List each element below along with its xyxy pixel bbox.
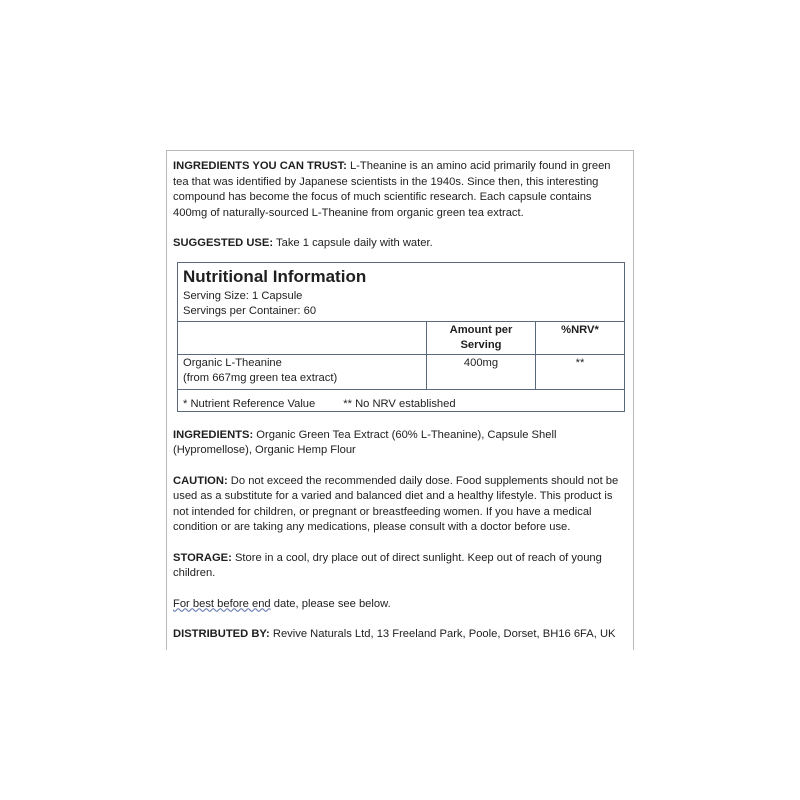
ingredients-heading: INGREDIENTS: <box>173 428 254 441</box>
amount-cell: 400mg <box>427 354 536 389</box>
best-before-paragraph <box>173 597 627 613</box>
nutrition-panel <box>177 262 625 412</box>
caution-heading: CAUTION: <box>173 474 228 487</box>
serving-size: Serving Size: 1 Capsule <box>183 289 303 302</box>
best-before-underlined: For best before end <box>173 597 271 610</box>
caution-text: Do not exceed the recommended daily dose. Food supplements should not be used as a substitute for a varied and balanced diet and a healthy lifestyle. This product is not intended for children, or pregnant or breastfeeding women. If you have a medical condition or are taking any medications, please consult with a doctor before use. <box>173 474 619 533</box>
footnote-no-nrv: ** No NRV established <box>343 397 456 410</box>
nutrition-title: Nutritional Information <box>183 266 367 286</box>
suggested-use-text: Take 1 capsule daily with water. <box>273 237 433 249</box>
intro-heading: INGREDIENTS YOU CAN TRUST: <box>173 160 347 172</box>
product-label <box>166 150 634 650</box>
header-amount: Amount per Serving <box>427 321 536 354</box>
nutrition-footnotes <box>178 389 624 411</box>
ingredients-paragraph <box>173 428 627 459</box>
nutrition-table-header <box>178 321 624 354</box>
ingredient-name: Organic L-Theanine <box>183 356 282 369</box>
ingredient-cell <box>178 354 427 389</box>
storage-paragraph <box>173 551 627 582</box>
ingredient-source: (from 667mg green tea extract) <box>183 371 338 384</box>
storage-text: Store in a cool, dry place out of direct sunlight. Keep out of reach of young children. <box>173 551 602 579</box>
best-before-text: date, please see below. <box>270 597 391 610</box>
distributed-heading: DISTRIBUTED BY: <box>173 628 270 640</box>
table-row <box>178 354 624 389</box>
header-nrv: %NRV* <box>536 321 625 354</box>
footnote-nrv: * Nutrient Reference Value <box>183 397 316 410</box>
suggested-use-heading: SUGGESTED USE: <box>173 237 274 249</box>
storage-heading: STORAGE: <box>173 551 232 564</box>
suggested-use-paragraph <box>173 236 627 252</box>
caution-paragraph <box>173 474 627 536</box>
intro-paragraph <box>173 159 627 221</box>
nrv-cell: ** <box>536 354 625 389</box>
header-empty-cell <box>178 321 427 354</box>
intro-text: L-Theanine is an amino acid primarily found in green tea that was identified by Japanese scientists in the 1940s. Since then, this interesting compound has become the focus of much scientific research. Each capsule contains 400mg of naturally-sourced L-Theanine from organic green tea extract. <box>173 160 611 219</box>
servings-per-container: Servings per Container: 60 <box>183 304 317 317</box>
distributed-text: Revive Naturals Ltd, 13 Freeland Park, Poole, Dorset, BH16 6FA, UK <box>269 628 616 640</box>
distributed-paragraph <box>173 627 627 643</box>
ingredients-text: Organic Green Tea Extract (60% L-Theanine), Capsule Shell (Hypromellose), Organic Hemp Flour <box>173 428 557 456</box>
nutrition-table <box>178 321 624 389</box>
